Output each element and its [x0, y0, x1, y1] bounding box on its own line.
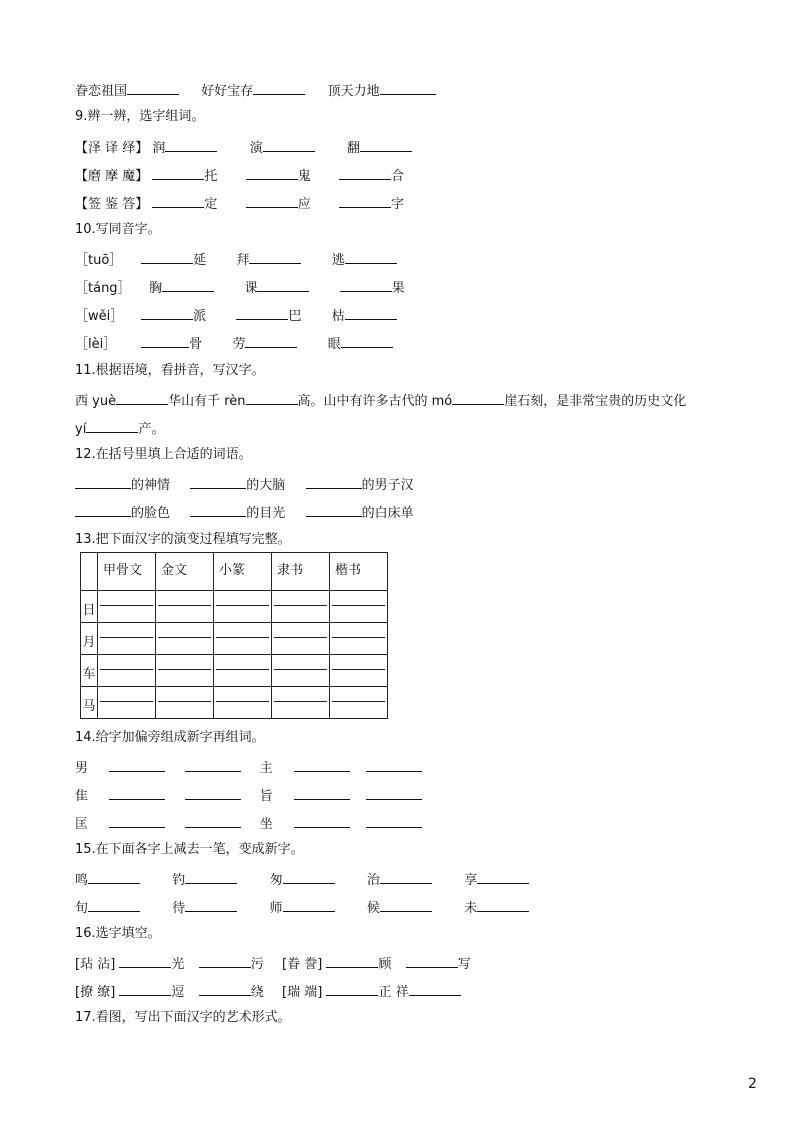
evolution-table [80, 552, 388, 719]
char: 延 [193, 253, 207, 268]
char: 坐 [259, 817, 273, 832]
q12-row [75, 502, 414, 523]
table-row [81, 623, 388, 655]
answer-blank[interactable] [152, 193, 204, 208]
char: 课 [244, 281, 258, 296]
answer-blank[interactable] [190, 474, 246, 489]
row-label: 车 [81, 655, 98, 687]
answer-blank[interactable] [339, 193, 391, 208]
answer-blank[interactable] [109, 785, 165, 800]
answer-blank[interactable] [141, 333, 189, 348]
answer-blank[interactable] [75, 474, 131, 489]
answer-blank[interactable] [185, 869, 237, 884]
q10-row [75, 249, 397, 270]
char: 逗 [171, 985, 185, 1000]
char-group: [瑞 端] [282, 985, 323, 1000]
answer-blank[interactable] [339, 165, 391, 180]
q12-row [75, 474, 414, 495]
answer-blank[interactable] [283, 869, 335, 884]
answer-blank[interactable] [340, 277, 392, 292]
char: 枯 [331, 309, 345, 324]
char: 主 [259, 761, 273, 776]
answer-blank[interactable] [366, 813, 422, 828]
answer-cell[interactable] [156, 687, 214, 719]
char: 托 [204, 169, 218, 184]
char: 拜 [236, 253, 250, 268]
char: 骨 [189, 337, 203, 352]
text: 华山有千 rèn [168, 394, 246, 409]
char: 合 [391, 169, 405, 184]
char: 待 [172, 901, 186, 916]
char: 胸 [149, 281, 163, 296]
answer-cell[interactable] [330, 591, 388, 623]
question-9-title: 9.辨一辨，选字组词。 [75, 109, 205, 124]
answer-cell[interactable] [214, 623, 272, 655]
table-row [81, 687, 388, 719]
char: 眼 [327, 337, 341, 352]
answer-blank[interactable] [253, 80, 305, 95]
char: 劳 [232, 337, 246, 352]
char: 钓 [172, 873, 186, 888]
answer-blank[interactable] [86, 418, 138, 433]
answer-blank[interactable] [141, 249, 193, 264]
column-header: 楷书 [330, 553, 388, 591]
column-header: 金文 [156, 553, 214, 591]
answer-cell[interactable] [214, 687, 272, 719]
question-16-title: 16.选字填空。 [75, 926, 161, 941]
answer-blank[interactable] [406, 953, 458, 968]
table-header-row [81, 553, 388, 591]
answer-cell[interactable] [330, 623, 388, 655]
answer-blank[interactable] [109, 757, 165, 772]
row-label: 日 [81, 591, 98, 623]
char: 鸣 [75, 873, 89, 888]
column-header: 小篆 [214, 553, 272, 591]
answer-blank[interactable] [119, 981, 171, 996]
answer-blank[interactable] [127, 80, 179, 95]
answer-blank[interactable] [294, 785, 350, 800]
char: 候 [366, 901, 380, 916]
table-row [81, 591, 388, 623]
q14-row [75, 813, 422, 834]
char-group: 【签 鉴 答】 [75, 197, 149, 212]
char: 鬼 [297, 169, 311, 184]
answer-blank[interactable] [190, 502, 246, 517]
word: 顶天力地 [327, 84, 380, 99]
text: yí [75, 422, 87, 437]
answer-blank[interactable] [236, 305, 288, 320]
text: 的脸色 [131, 506, 171, 521]
pinyin: ［wěi］ [75, 309, 124, 324]
char: 未 [464, 901, 478, 916]
char: 应 [297, 197, 311, 212]
char: 匆 [269, 873, 283, 888]
char: 字 [391, 197, 405, 212]
word: 眷恋祖国 [75, 84, 128, 99]
char-group: [撩 缭] [75, 985, 116, 1000]
char-group: 【泽 译 绎】 [75, 141, 149, 156]
answer-blank[interactable] [199, 981, 251, 996]
q10-row [75, 333, 393, 354]
char: 派 [193, 309, 207, 324]
char: 治 [366, 873, 380, 888]
answer-blank[interactable] [88, 897, 140, 912]
char: 果 [391, 281, 405, 296]
answer-cell[interactable] [330, 687, 388, 719]
q9-row [75, 137, 412, 158]
char: 定 [204, 197, 218, 212]
answer-blank[interactable] [141, 305, 193, 320]
answer-blank[interactable] [119, 953, 171, 968]
text: 的目光 [246, 506, 286, 521]
answer-cell[interactable] [98, 623, 156, 655]
page-number: 2 [748, 1076, 757, 1092]
answer-blank[interactable] [116, 390, 168, 405]
answer-blank[interactable] [306, 474, 362, 489]
answer-blank[interactable] [294, 757, 350, 772]
top-line [75, 80, 436, 101]
answer-blank[interactable] [380, 869, 432, 884]
answer-cell[interactable] [272, 655, 330, 687]
char-group: 【磨 摩 魔】 [75, 169, 149, 184]
answer-blank[interactable] [380, 80, 436, 95]
char: 旨 [259, 789, 273, 804]
text: 的男子汉 [361, 478, 414, 493]
answer-blank[interactable] [246, 193, 298, 208]
q14-row [75, 785, 422, 806]
q11-line-1 [75, 390, 686, 411]
answer-blank[interactable] [257, 277, 309, 292]
answer-blank[interactable] [294, 813, 350, 828]
question-13-title: 13.把下面汉字的演变过程填写完整。 [75, 532, 291, 547]
table-row [81, 655, 388, 687]
char: 演 [249, 141, 263, 156]
answer-blank[interactable] [341, 333, 393, 348]
question-10-title: 10.写同音字。 [75, 222, 161, 237]
char: 匡 [75, 817, 89, 832]
text: 高。山中有许多古代的 mó [297, 394, 453, 409]
q14-row [75, 757, 422, 778]
char: 逃 [331, 253, 345, 268]
answer-blank[interactable] [185, 897, 237, 912]
answer-cell[interactable] [272, 687, 330, 719]
answer-blank[interactable] [326, 981, 378, 996]
answer-blank[interactable] [283, 897, 335, 912]
char-group: [眷 誊] [282, 957, 323, 972]
answer-blank[interactable] [477, 897, 529, 912]
answer-blank[interactable] [88, 869, 140, 884]
char: 享 [464, 873, 478, 888]
q16-row [75, 981, 461, 1002]
answer-blank[interactable] [245, 333, 297, 348]
char: 隹 [75, 789, 89, 804]
char: 写 [457, 957, 471, 972]
answer-cell[interactable] [272, 591, 330, 623]
answer-blank[interactable] [345, 249, 397, 264]
question-11-title: 11.根据语境，看拼音，写汉字。 [75, 363, 265, 378]
answer-blank[interactable] [75, 502, 131, 517]
q10-row [75, 277, 405, 298]
char: 正 祥 [378, 985, 409, 1000]
answer-blank[interactable] [366, 785, 422, 800]
answer-blank[interactable] [249, 249, 301, 264]
char: 顾 [378, 957, 392, 972]
row-label: 月 [81, 623, 98, 655]
q16-row [75, 953, 471, 974]
question-12-title: 12.在括号里填上合适的词语。 [75, 447, 252, 462]
answer-cell[interactable] [214, 655, 272, 687]
answer-blank[interactable] [345, 305, 397, 320]
char: 污 [250, 957, 264, 972]
char: 翻 [347, 141, 361, 156]
pinyin: ［táng］ [75, 281, 131, 296]
answer-blank[interactable] [246, 165, 298, 180]
char: 旬 [75, 901, 89, 916]
answer-blank[interactable] [109, 813, 165, 828]
char: 润 [152, 141, 166, 156]
text: 的白床单 [361, 506, 414, 521]
answer-blank[interactable] [185, 757, 241, 772]
q11-line-2 [75, 418, 164, 439]
answer-blank[interactable] [452, 390, 504, 405]
text: 的大脑 [246, 478, 286, 493]
column-header: 隶书 [272, 553, 330, 591]
answer-blank[interactable] [380, 897, 432, 912]
answer-cell[interactable] [330, 655, 388, 687]
pinyin: ［lèi］ [75, 337, 117, 352]
answer-blank[interactable] [162, 277, 214, 292]
question-15-title: 15.在下面各字上减去一笔，变成新字。 [75, 842, 304, 857]
answer-cell[interactable] [156, 591, 214, 623]
q15-row [75, 897, 529, 918]
char: 绕 [250, 985, 264, 1000]
answer-blank[interactable] [185, 813, 241, 828]
question-17-title: 17.看图，写出下面汉字的艺术形式。 [75, 1010, 291, 1025]
answer-cell[interactable] [156, 655, 214, 687]
column-header: 甲骨文 [98, 553, 156, 591]
answer-blank[interactable] [306, 502, 362, 517]
answer-blank[interactable] [199, 953, 251, 968]
answer-cell[interactable] [214, 591, 272, 623]
answer-blank[interactable] [477, 869, 529, 884]
answer-blank[interactable] [360, 137, 412, 152]
text: 的神情 [131, 478, 171, 493]
answer-cell[interactable] [156, 623, 214, 655]
q10-row [75, 305, 397, 326]
row-label: 马 [81, 687, 98, 719]
answer-cell[interactable] [98, 591, 156, 623]
text: 崖石刻，是非常宝贵的历史文化 [504, 394, 687, 409]
answer-cell[interactable] [98, 687, 156, 719]
answer-blank[interactable] [366, 757, 422, 772]
answer-cell[interactable] [272, 623, 330, 655]
answer-cell[interactable] [98, 655, 156, 687]
answer-blank[interactable] [409, 981, 461, 996]
answer-blank[interactable] [185, 785, 241, 800]
word: 好好宝存 [201, 84, 254, 99]
answer-blank[interactable] [326, 953, 378, 968]
char: 光 [171, 957, 185, 972]
answer-blank[interactable] [263, 137, 315, 152]
text: 西 yuè [75, 394, 117, 409]
char: 巴 [288, 309, 302, 324]
q9-row [75, 193, 404, 214]
answer-blank[interactable] [246, 390, 298, 405]
text: 产。 [138, 422, 165, 437]
answer-blank[interactable] [165, 137, 217, 152]
char: 师 [269, 901, 283, 916]
q15-row [75, 869, 529, 890]
char-group: [玷 沾] [75, 957, 116, 972]
char: 男 [75, 761, 89, 776]
corner-cell [81, 553, 98, 591]
question-14-title: 14.给字加偏旁组成新字再组词。 [75, 730, 265, 745]
pinyin: ［tuō］ [75, 253, 123, 268]
q9-row [75, 165, 404, 186]
answer-blank[interactable] [152, 165, 204, 180]
